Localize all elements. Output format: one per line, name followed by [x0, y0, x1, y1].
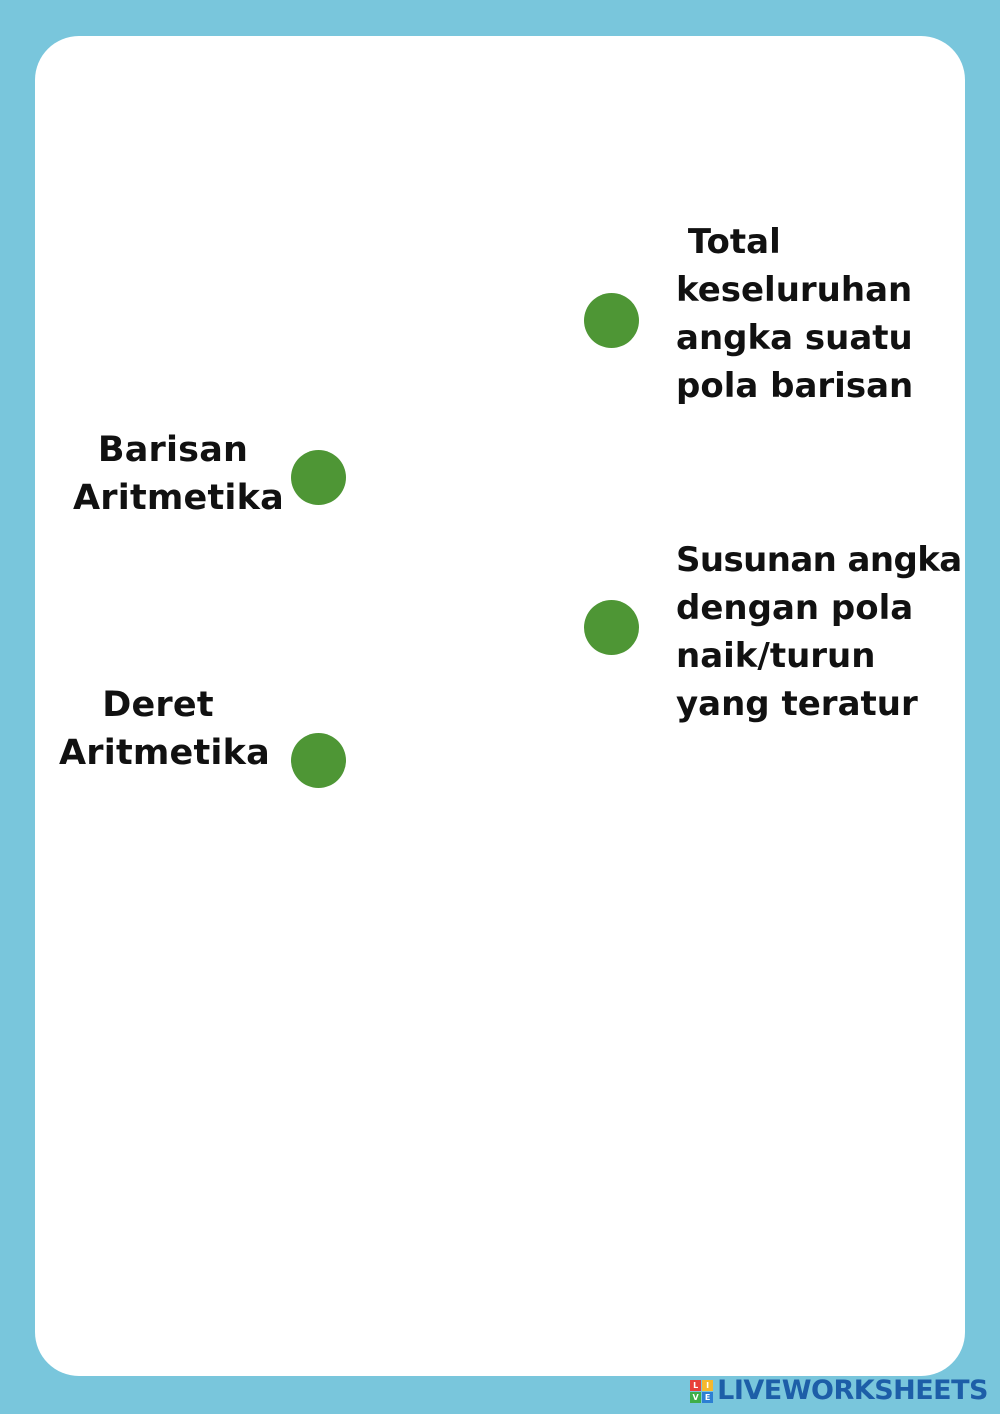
- logo-letter: E: [702, 1392, 713, 1403]
- definition-total-keseluruhan: [676, 218, 956, 410]
- definition-line: naik/turun: [676, 636, 876, 676]
- term-barisan-aritmetika: [73, 426, 284, 522]
- definition-line: pola barisan: [676, 366, 914, 406]
- term-line: Barisan: [97, 430, 249, 470]
- term-deret-aritmetika: [59, 681, 270, 777]
- term-line: Aritmetika: [59, 733, 270, 773]
- liveworksheets-wordmark: LIVEWORKSHEETS: [717, 1375, 988, 1406]
- definition-line: yang teratur: [676, 684, 918, 724]
- definition-line: angka suatu: [676, 318, 913, 358]
- definition-line: Susunan angka: [676, 540, 962, 580]
- term-line: Deret: [102, 685, 214, 725]
- logo-letter: V: [690, 1392, 701, 1403]
- match-dot-susunan-angka[interactable]: [584, 600, 639, 655]
- term-line: Aritmetika: [73, 478, 284, 518]
- definition-line: dengan pola: [676, 588, 914, 628]
- definition-line: keseluruhan: [676, 270, 913, 310]
- definition-susunan-angka: [676, 536, 961, 728]
- match-dot-total-keseluruhan[interactable]: [584, 293, 639, 348]
- liveworksheets-brand: [690, 1376, 988, 1406]
- definition-line: Total: [676, 222, 781, 262]
- worksheet-card: [35, 36, 965, 1376]
- logo-letter: L: [690, 1380, 701, 1391]
- logo-letter: I: [702, 1380, 713, 1391]
- liveworksheets-logo-icon: [690, 1380, 713, 1403]
- match-dot-barisan-aritmetika[interactable]: [291, 450, 346, 505]
- match-dot-deret-aritmetika[interactable]: [291, 733, 346, 788]
